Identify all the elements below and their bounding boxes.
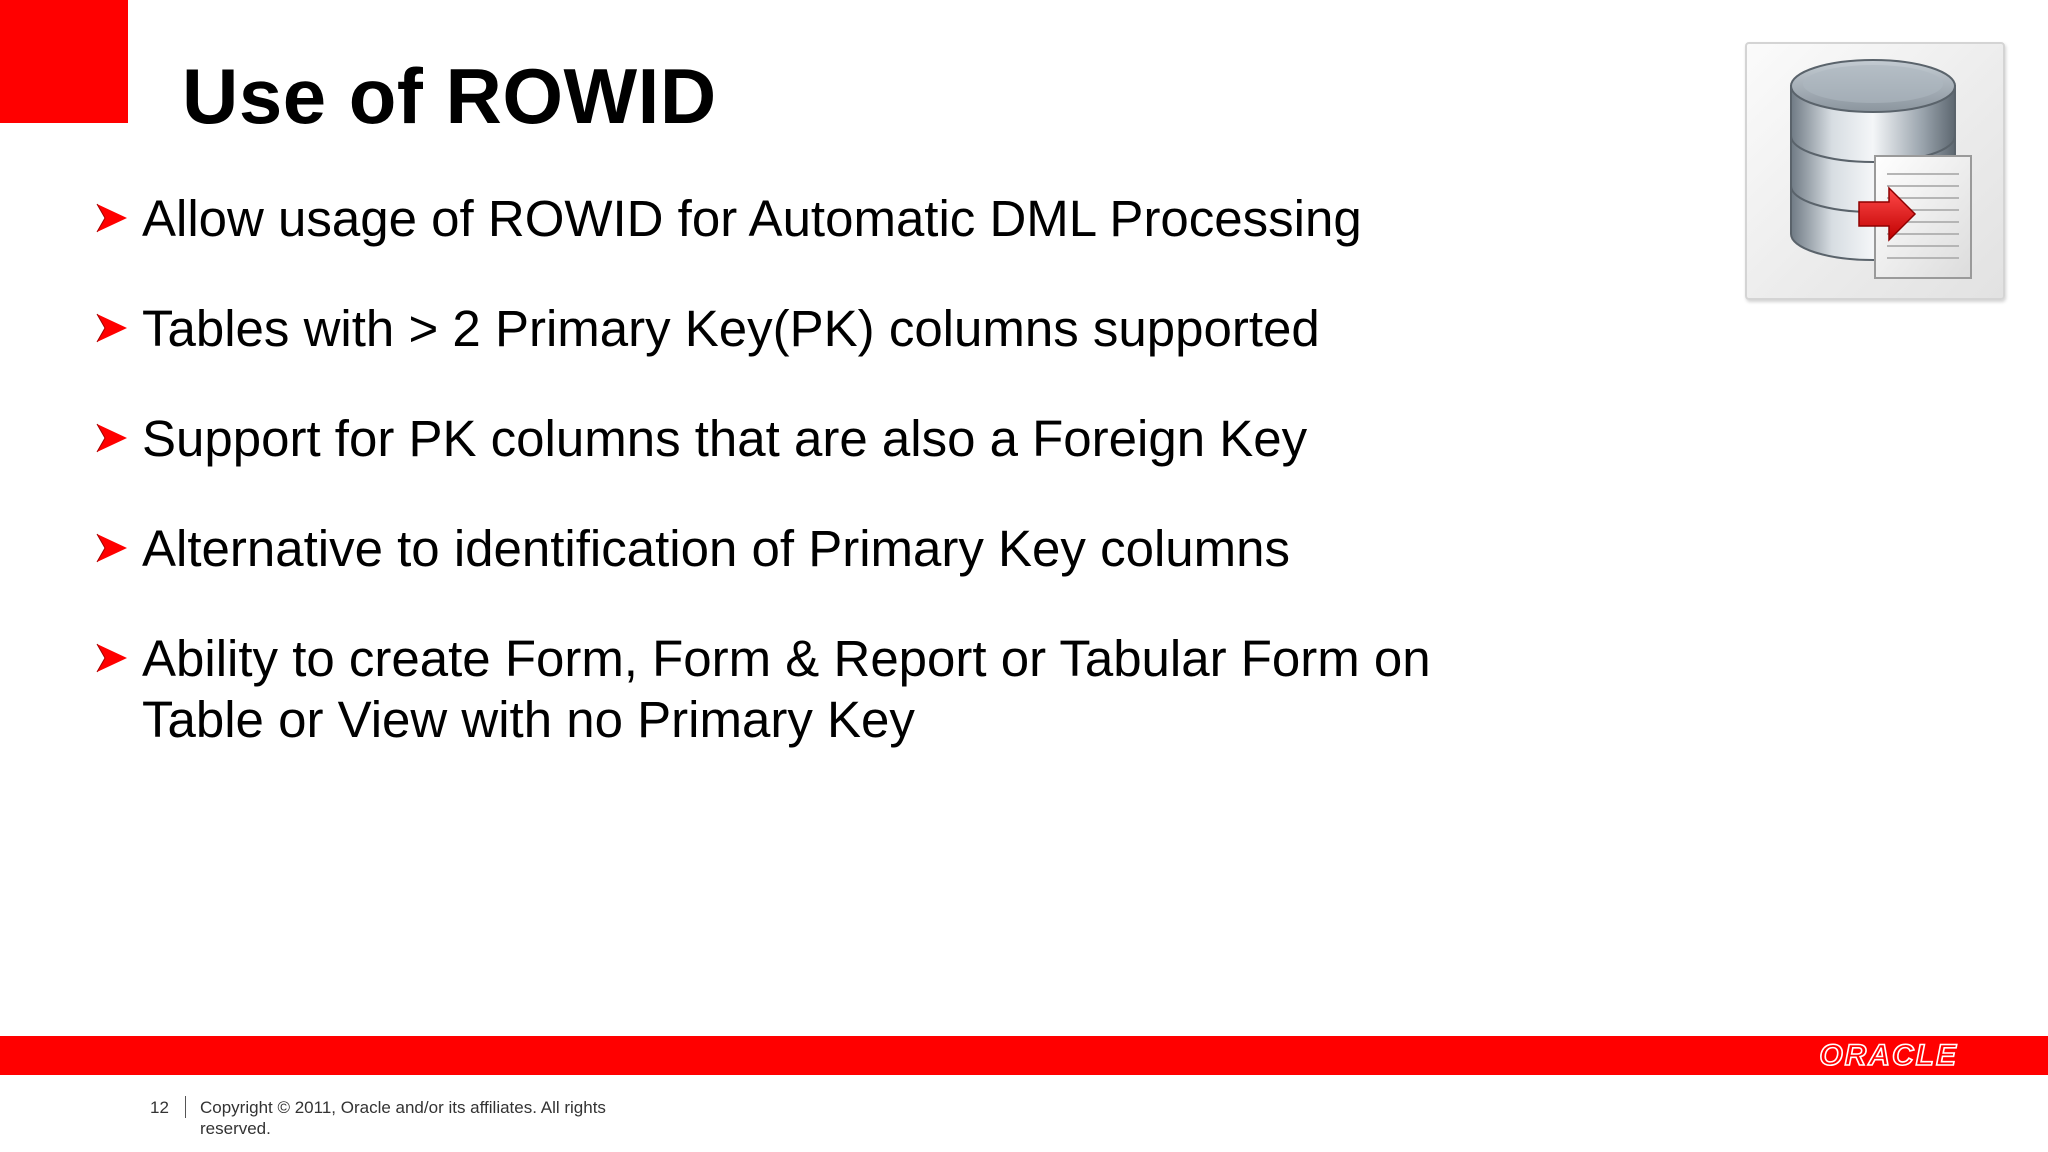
arrow-bullet-icon: [95, 531, 129, 565]
footer-bar: [0, 1036, 2048, 1075]
copyright-text: Copyright © 2011, Oracle and/or its affiliates. All rights reserved.: [200, 1098, 606, 1138]
bullet-item: [95, 188, 1695, 249]
slide-title: Use of ROWID: [182, 52, 717, 140]
bullet-item: [95, 298, 1695, 359]
bullet-text: Support for PK columns that are also a Foreign Key: [142, 410, 1308, 467]
arrow-bullet-icon: [95, 201, 129, 235]
bullet-text: Tables with > 2 Primary Key(PK) columns supported: [142, 300, 1320, 357]
arrow-bullet-icon: [95, 311, 129, 345]
oracle-logo: ORACLE: [1819, 1039, 1958, 1072]
arrow-bullet-icon: [95, 421, 129, 455]
bullet-list: [95, 188, 1695, 799]
bullet-item: [95, 408, 1695, 469]
bullet-text: Alternative to identification of Primary Key columns: [142, 520, 1290, 577]
corner-accent-block: [0, 0, 128, 123]
bullet-item: [95, 518, 1695, 579]
bullet-text: Allow usage of ROWID for Automatic DML Processing: [142, 190, 1362, 247]
bullet-text: Ability to create Form, Form & Report or Tabular Form on Table or View with no Primary Key: [142, 630, 1431, 748]
footer-divider: [185, 1096, 186, 1118]
page-number: 12: [150, 1098, 169, 1117]
arrow-bullet-icon: [95, 641, 129, 675]
bullet-item: [95, 628, 1695, 750]
database-export-icon: [1745, 42, 2005, 300]
